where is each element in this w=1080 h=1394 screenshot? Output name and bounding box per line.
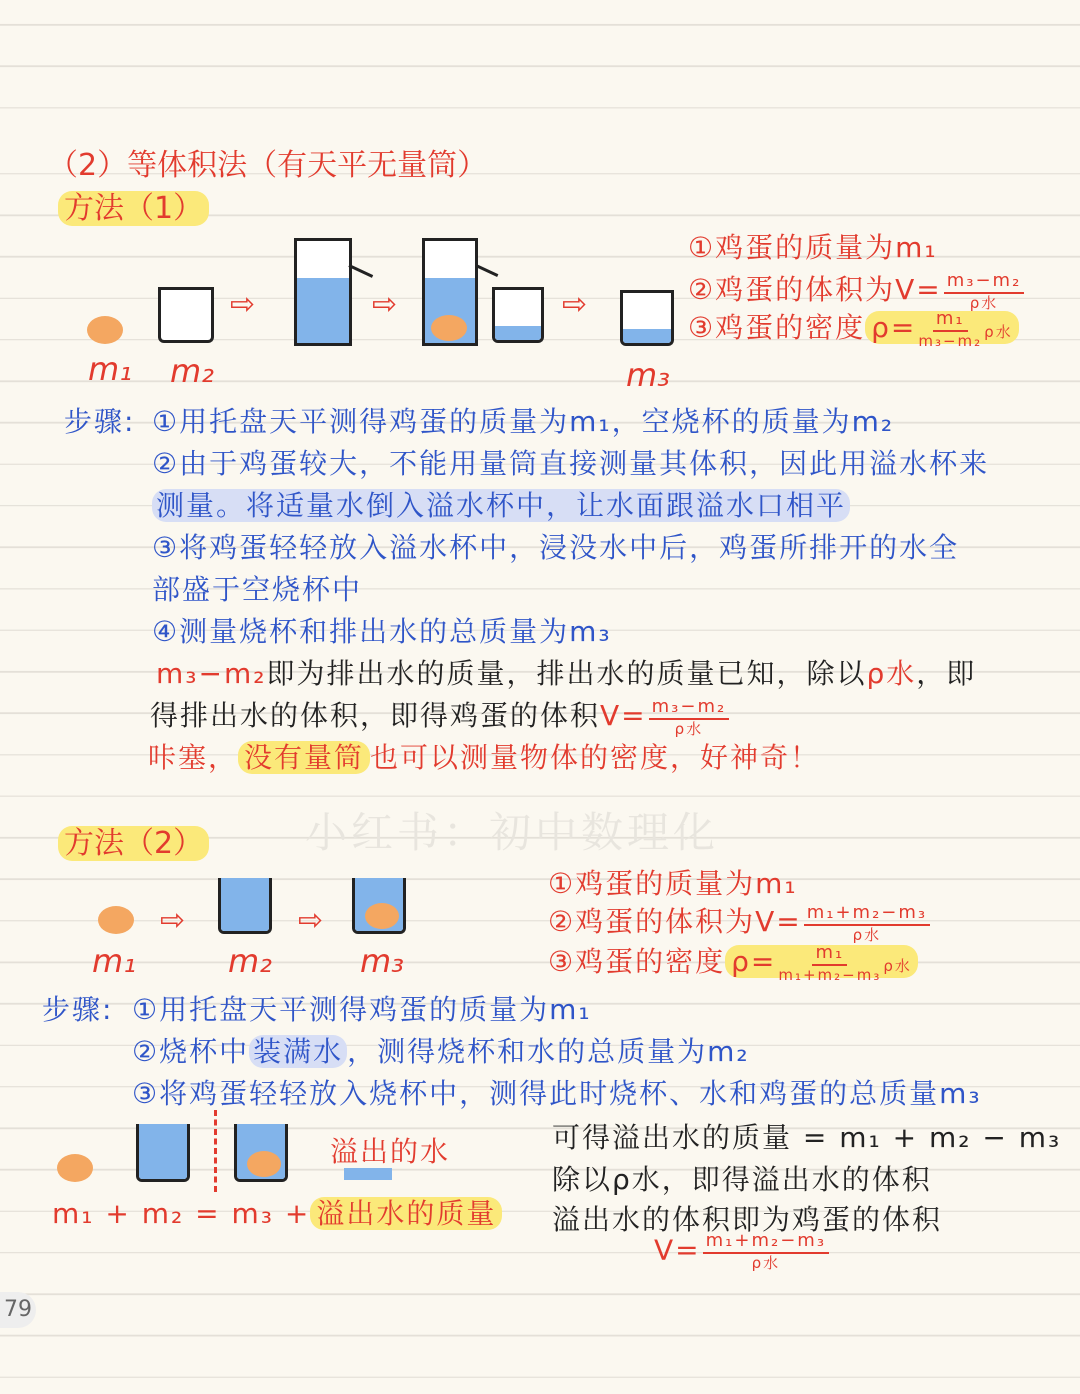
method1-step-3a: ③将鸡蛋轻轻放入溢水杯中，浸没水中后，鸡蛋所排开的水全 xyxy=(152,531,960,564)
method1-result-volume xyxy=(688,268,1026,311)
method1-result-mass: ①鸡蛋的质量为m₁ xyxy=(688,231,938,264)
beaker-with-water-weighed xyxy=(620,290,674,346)
result-volume-prefix: ②鸡蛋的体积为V= xyxy=(688,273,942,306)
method2-step-2 xyxy=(132,1030,750,1070)
fraction-denominator: ρ水 xyxy=(674,719,704,738)
step-5-mass-diff: m₃−m₂ xyxy=(156,657,267,690)
conclusion-fraction xyxy=(703,1232,829,1271)
equation-highlight: 溢出水的质量 xyxy=(310,1197,502,1230)
fraction-numerator: m₃−m₂ xyxy=(649,698,730,720)
step-2-prefix: ②烧杯中 xyxy=(132,1035,250,1068)
remark-text: 也可以测量物体的密度，好神奇！ xyxy=(370,741,821,774)
equation-lhs: m₁ + m₂ = m₃ + xyxy=(52,1197,311,1230)
label-m2: m₂ xyxy=(228,942,272,980)
step-5-rho: ρ水 xyxy=(866,657,917,690)
method1-step-2a: ②由于鸡蛋较大，不能用量筒直接测量其体积，因此用溢水杯来 xyxy=(152,447,990,480)
fraction-numerator: m₁+m₂−m₃ xyxy=(703,1232,829,1254)
method2-result-density xyxy=(548,940,918,983)
method2-result-volume xyxy=(548,900,932,943)
method2-title-text: 方法（2） xyxy=(58,826,209,861)
step-5-tail: ，即 xyxy=(916,657,977,690)
egg-icon xyxy=(98,906,134,934)
result-density-prefix: ③鸡蛋的密度 xyxy=(688,311,866,344)
conclusion-line-3: 溢出水的体积即为鸡蛋的体积 xyxy=(552,1203,943,1236)
beaker-full-with-egg xyxy=(352,878,406,934)
fraction-numerator: m₁ xyxy=(812,944,847,966)
section-title: （2）等体积法（有天平无量筒） xyxy=(48,148,488,183)
overflow-water-bar xyxy=(344,1168,392,1180)
method1-step-2b xyxy=(152,484,850,524)
fraction-denominator: ρ水 xyxy=(751,1254,781,1272)
overflow-spout xyxy=(475,264,498,277)
label-m3: m₃ xyxy=(360,942,404,980)
density-formula xyxy=(725,941,918,984)
egg-icon xyxy=(87,316,123,344)
rho-equals: ρ= xyxy=(731,945,777,978)
density-fraction xyxy=(918,307,983,350)
step-6-v: V= xyxy=(600,699,647,732)
method1-steps-label: 步骤: xyxy=(64,405,136,438)
divider-dashed xyxy=(214,1110,217,1192)
conclusion-line-1: 可得溢出水的质量 = m₁ + m₂ − m₃ xyxy=(552,1121,1062,1154)
step-2-text: ，测得烧杯和水的总质量为m₂ xyxy=(347,1035,750,1068)
method1-remark xyxy=(148,736,820,776)
method2-equation xyxy=(52,1192,502,1232)
step-2b-text: 测量。将适量水倒入溢水杯中，让水面跟溢水口相平 xyxy=(152,489,850,522)
method1-step-6 xyxy=(150,694,731,737)
method2-result-mass: ①鸡蛋的质量为m₁ xyxy=(548,867,798,900)
arrow-right-icon: ⇨ xyxy=(160,903,186,938)
fraction-denominator: m₃−m₂ xyxy=(918,331,983,350)
method2-title xyxy=(58,818,209,862)
step-2-highlight: 装满水 xyxy=(249,1035,347,1068)
remark-highlight: 没有量筒 xyxy=(238,741,370,774)
method1-step-3b: 部盛于空烧杯中 xyxy=(152,573,363,606)
beaker-full-with-egg xyxy=(234,1124,288,1182)
fraction-denominator: ρ水 xyxy=(852,925,882,944)
remark-prefix: 咔塞， xyxy=(148,741,239,774)
rho-water: ρ水 xyxy=(984,323,1013,341)
density-fraction xyxy=(778,941,882,984)
watermark: 小红书：初中数理化 xyxy=(305,808,720,857)
arrow-right-icon: ⇨ xyxy=(298,903,324,938)
conclusion-line-2: 除以ρ水，即得溢出水的体积 xyxy=(552,1163,932,1196)
method2-step-1: ①用托盘天平测得鸡蛋的质量为m₁ xyxy=(132,993,592,1026)
fraction-denominator: ρ水 xyxy=(969,293,999,312)
beaker-full xyxy=(136,1124,190,1182)
arrow-right-icon: ⇨ xyxy=(230,287,256,322)
method1-step-1: ①用托盘天平测得鸡蛋的质量为m₁，空烧杯的质量为m₂ xyxy=(152,405,895,438)
step-5-text: 即为排出水的质量，排出水的质量已知，除以 xyxy=(266,657,867,690)
volume-fraction xyxy=(804,901,930,944)
method2-step-3: ③将鸡蛋轻轻放入烧杯中，测得此时烧杯、水和鸡蛋的总质量m₃ xyxy=(132,1077,982,1110)
egg-icon xyxy=(57,1154,93,1182)
method2-steps-label: 步骤: xyxy=(42,993,114,1026)
method1-title xyxy=(58,183,209,227)
rho-water: ρ水 xyxy=(883,957,912,975)
method1-title-text: 方法（1） xyxy=(58,191,209,226)
method1-result-density xyxy=(688,306,1019,349)
fraction-denominator: m₁+m₂−m₃ xyxy=(778,965,882,984)
beaker-with-water xyxy=(492,287,544,343)
rho-equals: ρ= xyxy=(871,311,917,344)
fraction-numerator: m₁ xyxy=(933,310,968,332)
overflow-water-label: 溢出的水 xyxy=(330,1135,451,1168)
label-m1: m₁ xyxy=(92,942,136,980)
method1-step-5 xyxy=(156,652,976,692)
method1-step-4: ④测量烧杯和排出水的总质量为m₃ xyxy=(152,615,612,648)
beaker-full xyxy=(218,878,272,934)
step-6-fraction xyxy=(649,695,730,738)
overflow-spout xyxy=(348,264,373,278)
label-m2: m₂ xyxy=(170,352,214,390)
label-m3: m₃ xyxy=(626,356,670,394)
arrow-right-icon: ⇨ xyxy=(562,287,588,322)
density-formula xyxy=(865,307,1019,350)
step-6-text: 得排出水的体积，即得鸡蛋的体积 xyxy=(150,699,601,732)
conclusion-formula xyxy=(654,1232,831,1271)
arrow-right-icon: ⇨ xyxy=(372,287,398,322)
fraction-numerator: m₁+m₂−m₃ xyxy=(804,904,930,926)
volume-fraction xyxy=(944,269,1025,312)
result-volume-prefix: ②鸡蛋的体积为V= xyxy=(548,905,802,938)
label-m1: m₁ xyxy=(88,350,132,388)
result-density-prefix: ③鸡蛋的密度 xyxy=(548,945,726,978)
empty-beaker xyxy=(158,287,214,343)
overflow-cup-with-egg xyxy=(422,238,478,346)
fraction-numerator: m₃−m₂ xyxy=(944,272,1025,294)
conclusion-v: V= xyxy=(654,1233,701,1267)
overflow-cup xyxy=(294,238,352,346)
page-number-badge: 79 xyxy=(0,1292,36,1328)
